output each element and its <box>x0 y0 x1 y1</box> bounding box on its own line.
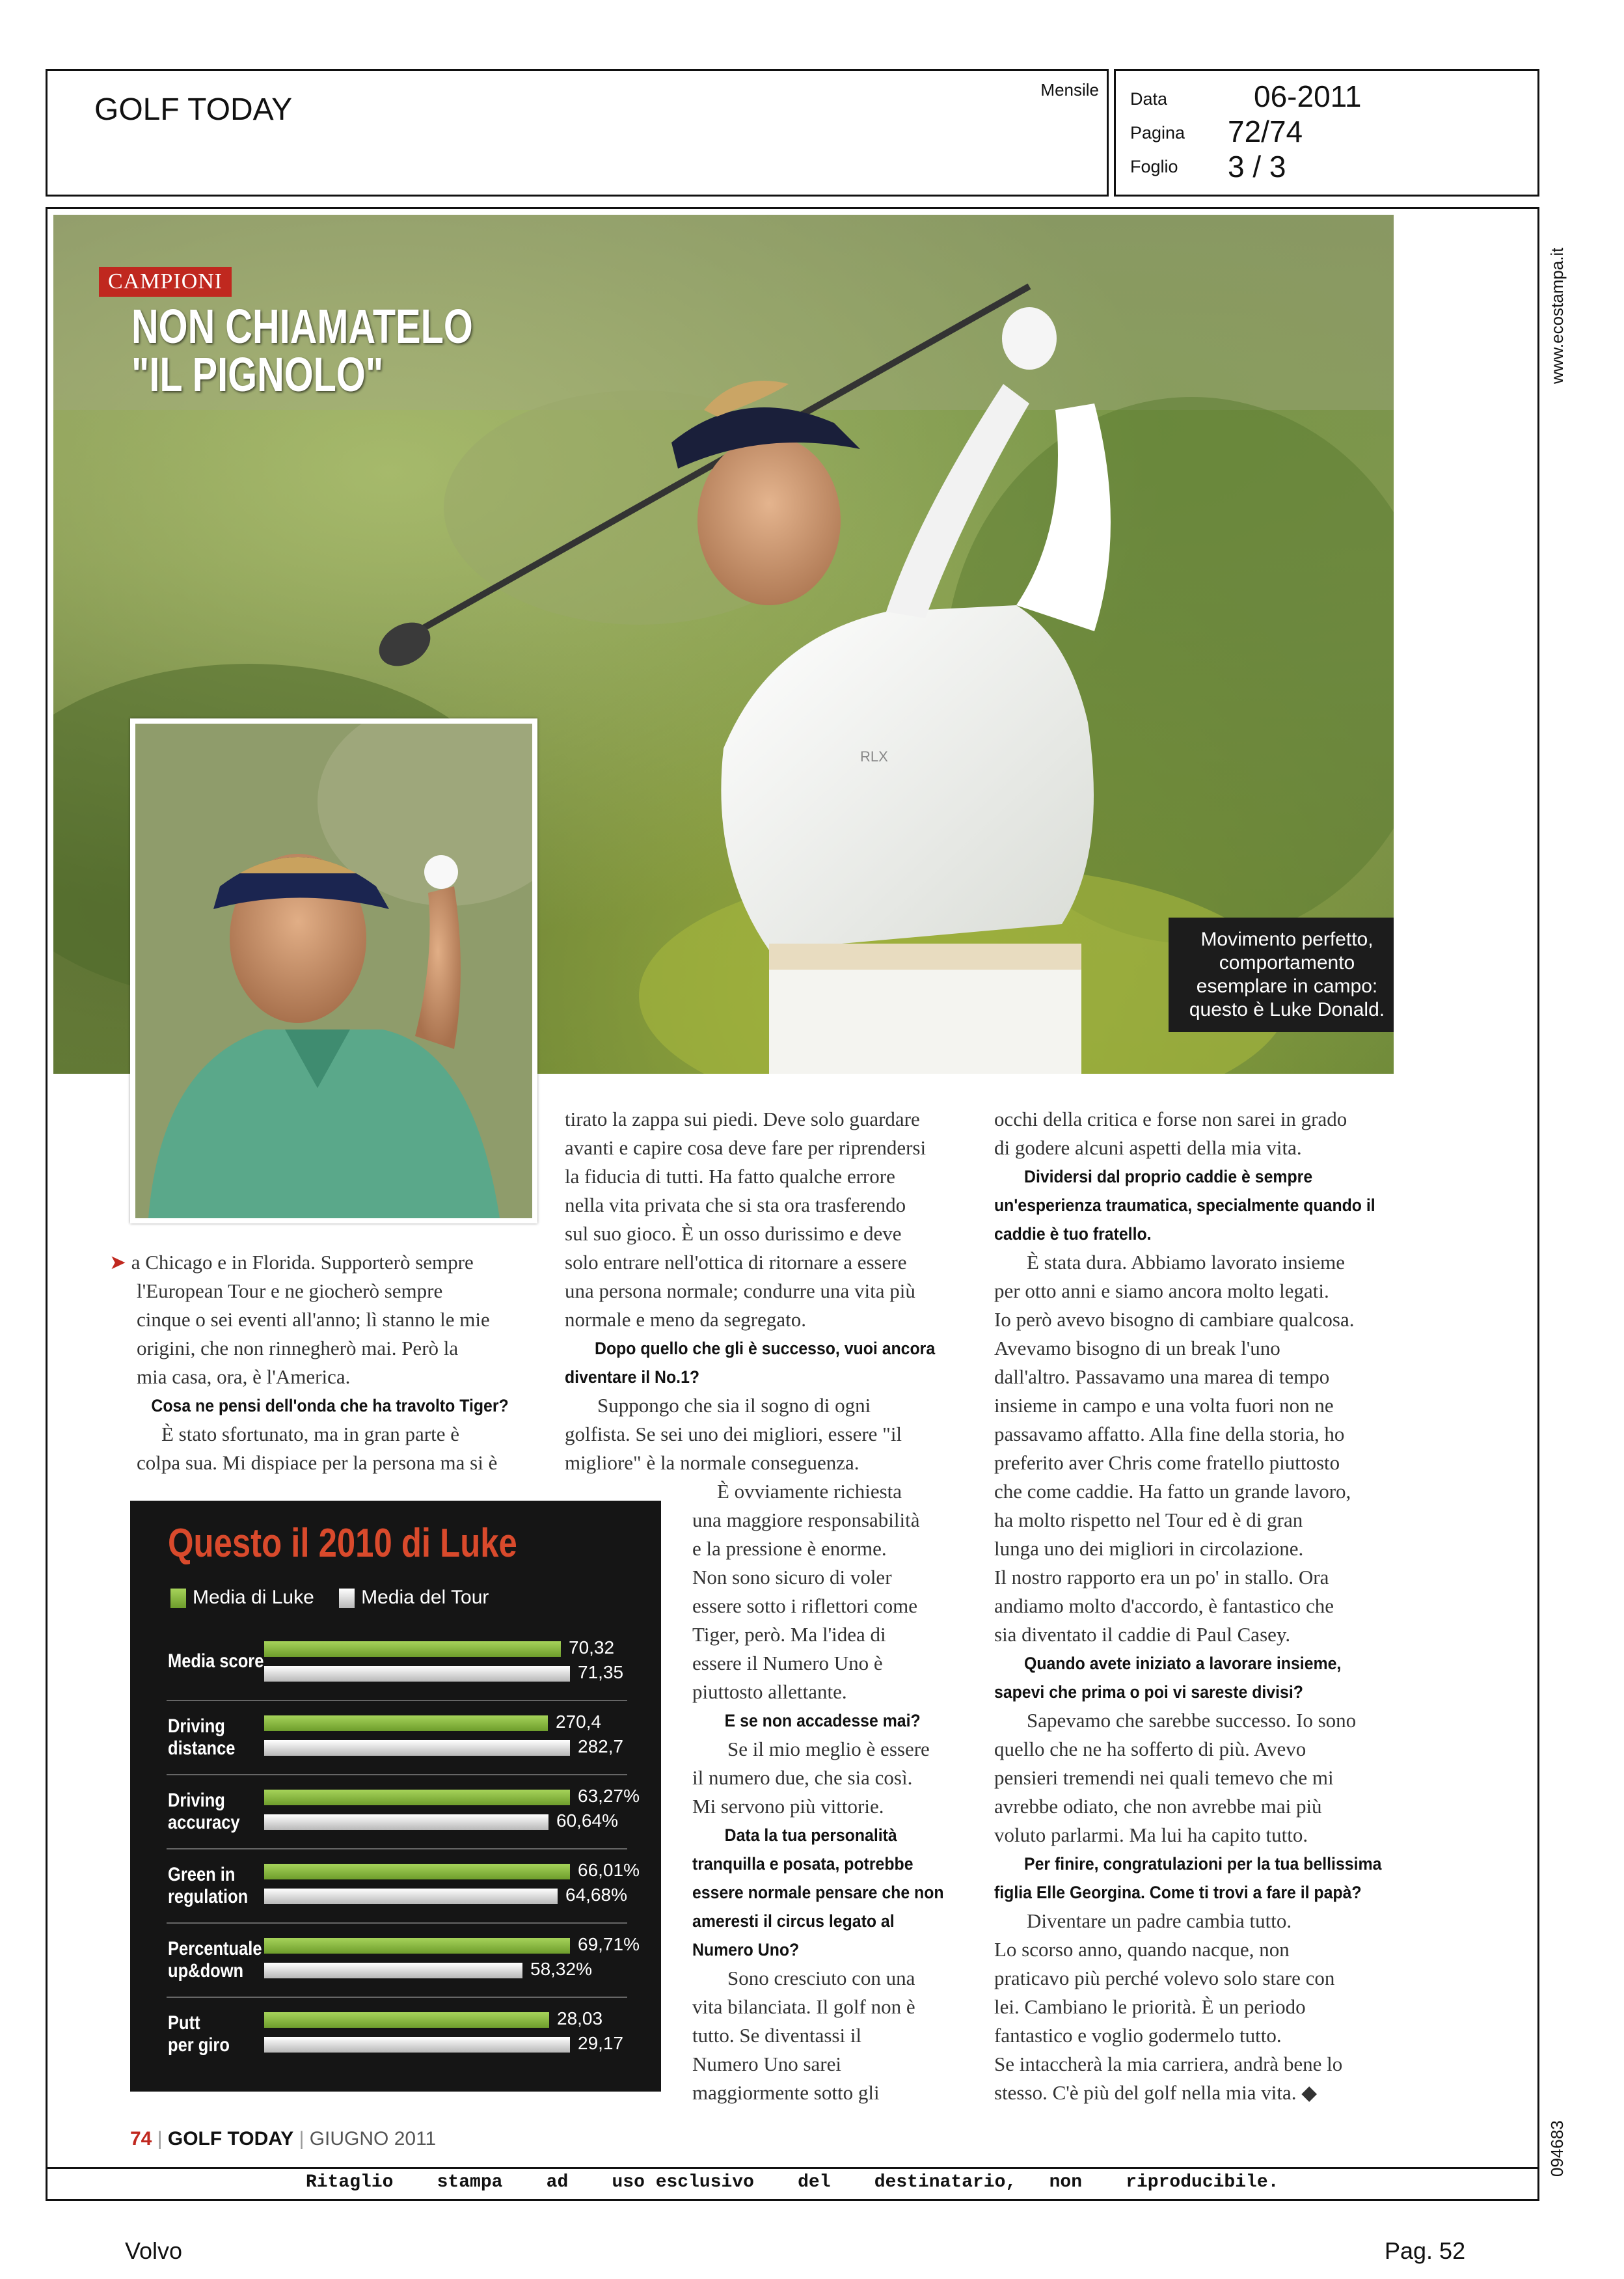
col3-line: sia diventato il caddie di Paul Casey. <box>994 1623 1291 1646</box>
col2b-line: maggiormente sotto gli <box>692 2081 880 2104</box>
chart-value-tour: 60,64% <box>556 1810 618 1831</box>
title-line-2: "IL PIGNOLO" <box>131 348 384 402</box>
col2b-line: È ovviamente richiesta <box>717 1480 902 1503</box>
chart-value-tour: 64,68% <box>565 1885 627 1905</box>
col3-line: per otto anni e siamo ancora molto legati. <box>994 1279 1329 1302</box>
chart-value-luke: 28,03 <box>557 2008 603 2028</box>
meta-sheet-label: Foglio <box>1130 157 1178 176</box>
chart-bar-tour <box>264 1740 570 1756</box>
chart-row-divider <box>167 1997 627 1998</box>
col2b-line: Se il mio meglio è essere <box>727 1738 930 1760</box>
col2b-line: piuttosto allettante. <box>692 1680 847 1703</box>
side-code: 094683 <box>1547 2120 1567 2177</box>
section-tag: CAMPIONI <box>99 267 232 297</box>
interview-question: figlia Elle Georgina. Come ti trovi a fare il papà? <box>994 1883 1362 1902</box>
col3-line: Se intaccherà la mia carriera, andrà bene lo <box>994 2053 1343 2075</box>
col3-line: quello che ne ha sofferto di più. Avevo <box>994 1738 1306 1760</box>
meta-date-label: Data <box>1130 89 1168 109</box>
interview-question: un'esperienza traumatica, specialmente quando il <box>994 1195 1375 1215</box>
chart-value-luke: 66,01% <box>578 1860 640 1880</box>
photo-caption: Movimento perfetto, comportamento esemplare in campo: questo è Luke Donald. <box>1169 918 1394 1032</box>
inset-photo <box>130 718 537 1223</box>
col2-line: avanti e capire cosa deve fare per riprendersi <box>565 1136 927 1159</box>
article-title <box>131 299 473 402</box>
col1-line: mia casa, ora, è l'America. <box>137 1365 351 1388</box>
interview-question: Dividersi dal proprio caddie è sempre <box>1024 1167 1313 1186</box>
chart-row-divider <box>167 1848 627 1849</box>
col3-line: di godere alcuni aspetti della mia vita. <box>994 1136 1302 1159</box>
chart-category-label: Putt per giro <box>168 2012 230 2056</box>
col1-line: origini, che non rinnegherò mai. Però la <box>137 1337 459 1359</box>
chart-legend <box>170 1587 508 1609</box>
chart-bar-tour <box>264 2037 570 2053</box>
golfer-portrait-illustration <box>135 724 532 1218</box>
continuation-arrow-icon: ➤ <box>109 1251 131 1274</box>
chart-category-label: Percentuale up&down <box>168 1938 262 1982</box>
interview-question: sapevi che prima o poi vi sareste divisi? <box>994 1682 1303 1702</box>
svg-text:RLX: RLX <box>860 748 888 765</box>
col2b-line: Numero Uno sarei <box>692 2053 841 2075</box>
chart-bar-tour <box>264 1666 570 1682</box>
chart-bar-tour <box>264 1814 548 1830</box>
chart-category-label: Media score <box>168 1650 264 1672</box>
magazine-page-footer: 74 | GOLF TODAY | GIUGNO 2011 <box>130 2128 437 2149</box>
col2b-line: e la pressione è enorme. <box>692 1537 887 1560</box>
col3-line: passavamo affatto. Alla fine della storia, ho <box>994 1423 1345 1445</box>
col3-line: dall'altro. Passavamo una marea di tempo <box>994 1365 1330 1388</box>
interview-question: Per finire, congratulazioni per la tua bellissima <box>1024 1854 1382 1874</box>
col3-line: pensieri tremendi nei quali temevo che mi <box>994 1766 1334 1789</box>
header-publication-box <box>46 69 1109 197</box>
interview-question: tranquilla e posata, potrebbe <box>692 1854 914 1874</box>
col2b-line: vita bilanciata. Il golf non è <box>692 1995 915 2018</box>
meta-page-value: 72/74 <box>1228 115 1303 148</box>
col2b-line: il numero due, che sia così. <box>692 1766 913 1789</box>
client-name: Volvo <box>125 2237 183 2264</box>
chart-value-tour: 282,7 <box>578 1736 624 1756</box>
col3-line: Sapevamo che sarebbe successo. Io sono <box>1027 1709 1357 1732</box>
col3-line: lunga uno dei migliori in circolazione. <box>994 1537 1304 1560</box>
article-column-3 <box>994 1105 1411 2107</box>
meta-date-value: 06-2011 <box>1254 79 1362 113</box>
chart-bar-luke <box>264 1641 561 1657</box>
col2-line: normale e meno da segregato. <box>565 1308 806 1331</box>
chart-value-luke: 69,71% <box>578 1934 640 1954</box>
col1-line: È stato sfortunato, ma in gran parte è <box>161 1423 459 1445</box>
col2-line: sul suo gioco. È un osso durissimo e deve <box>565 1222 902 1245</box>
col2b-line: essere il Numero Uno è <box>692 1652 883 1674</box>
interview-question: Dopo quello che gli è successo, vuoi ancora <box>595 1339 936 1358</box>
col3-line: Diventare un padre cambia tutto. <box>1027 1909 1292 1932</box>
col2-line: golfista. Se sei uno dei migliori, essere "il <box>565 1423 902 1445</box>
chart-category-label: Green in regulation <box>168 1864 249 1907</box>
chart-value-luke: 63,27% <box>578 1786 640 1806</box>
title-line-1: NON CHIAMATELO <box>131 299 473 353</box>
legend-item-luke: Media di Luke <box>170 1587 314 1609</box>
col3-line: È stata dura. Abbiamo lavorato insieme <box>1027 1251 1345 1274</box>
interview-question: Numero Uno? <box>692 1940 800 1959</box>
article-column-1 <box>109 1248 526 1477</box>
col3-line: avrebbe odiato, che non avrebbe mai più <box>994 1795 1322 1818</box>
magazine-page-number: 74 <box>130 2128 152 2149</box>
col2b-line: Non sono sicuro di voler <box>692 1566 892 1589</box>
chart-row-divider <box>167 1774 627 1775</box>
col3-line: insieme in campo e una volta fuori non ne <box>994 1394 1334 1417</box>
interview-question: essere normale pensare che non <box>692 1883 944 1902</box>
chart-row-divider <box>167 1700 627 1701</box>
chart-bar-luke <box>264 2012 549 2028</box>
chart-bar-luke <box>264 1790 570 1805</box>
col3-line: Io però avevo bisogno di cambiare qualcosa. <box>994 1308 1355 1331</box>
col3-line: lei. Cambiano le priorità. È un periodo <box>994 1995 1306 2018</box>
chart-category-label: Driving accuracy <box>168 1790 240 1833</box>
col1-line: l'European Tour e ne giocherò sempre <box>137 1279 443 1302</box>
disclaimer: Ritaglio stampa ad uso esclusivo del destinatario, non riproducibile. <box>306 2172 1279 2192</box>
article-column-2b <box>692 1477 979 2107</box>
col3-line: Lo scorso anno, quando nacque, non <box>994 1938 1290 1961</box>
col2-line: una persona normale; condurre una vita più <box>565 1279 915 1302</box>
header-meta-box <box>1114 69 1539 197</box>
col2-line: la fiducia di tutti. Ha fatto qualche errore <box>565 1165 895 1188</box>
col2-line: Suppongo che sia il sogno di ogni <box>597 1394 871 1417</box>
interview-question: E se non accadesse mai? <box>724 1711 921 1730</box>
chart-value-tour: 29,17 <box>578 2033 624 2053</box>
interview-question: diventare il No.1? <box>565 1367 700 1387</box>
col2b-line: Tiger, però. Ma l'idea di <box>692 1623 886 1646</box>
chart-category-label: Driving distance <box>168 1715 236 1759</box>
legend-swatch-luke <box>170 1589 186 1608</box>
col2-line: tirato la zappa sui piedi. Deve solo guardare <box>565 1108 920 1130</box>
interview-question: Data la tua personalità <box>724 1825 897 1845</box>
col1-line: cinque o sei eventi all'anno; lì stanno le mie <box>137 1308 490 1331</box>
legend-item-tour: Media del Tour <box>339 1587 489 1609</box>
col3-line: andiamo molto d'accordo, è fantastico che <box>994 1594 1334 1617</box>
chart-value-tour: 71,35 <box>578 1662 624 1682</box>
col2b-line: una maggiore responsabilità <box>692 1508 920 1531</box>
col3-line: fantastico e voglio godermelo tutto. <box>994 2024 1282 2047</box>
chart-title: Questo il 2010 di Luke <box>168 1521 517 1566</box>
interview-question: ameresti il circus legato al <box>692 1911 895 1931</box>
article-column-2 <box>565 1105 968 1477</box>
col2b-line: essere sotto i riflettori come <box>692 1594 918 1617</box>
chart-value-tour: 58,32% <box>530 1959 592 1979</box>
col2-line: solo entrare nell'ottica di ritornare a essere <box>565 1251 907 1274</box>
chart-value-luke: 70,32 <box>569 1637 615 1658</box>
chart-bar-luke <box>264 1864 570 1879</box>
col3-line: preferito aver Chris come fratello piuttosto <box>994 1451 1340 1474</box>
chart-bar-tour <box>264 1963 522 1978</box>
magazine-name: GOLF TODAY <box>167 2128 294 2149</box>
stats-chart <box>130 1501 661 2092</box>
interview-question: Cosa ne pensi dell'onda che ha travolto Tiger? <box>151 1396 509 1415</box>
col1-line: ➤ a Chicago e in Florida. Supporterò sempre <box>109 1251 474 1274</box>
col3-line: stesso. C'è più del golf nella mia vita. ◆ <box>994 2081 1318 2104</box>
chart-row-divider <box>167 1922 627 1924</box>
col1-line: colpa sua. Mi dispiace per la persona ma si è <box>137 1451 498 1474</box>
side-url: www.ecostampa.it <box>1547 247 1567 384</box>
clipping-page-number: Pag. 52 <box>1385 2237 1466 2264</box>
col3-line: occhi della critica e forse non sarei in grado <box>994 1108 1347 1130</box>
col3-line: Il nostro rapporto era un po' in stallo. Ora <box>994 1566 1329 1589</box>
interview-question: Quando avete iniziato a lavorare insieme, <box>1024 1654 1342 1673</box>
interview-question: caddie è tuo fratello. <box>994 1224 1152 1244</box>
legend-swatch-tour <box>339 1589 355 1608</box>
col3-line: che come caddie. Ha fatto un grande lavoro, <box>994 1480 1351 1503</box>
col3-line: praticavo più perché volevo solo stare con <box>994 1967 1335 1989</box>
meta-page-label: Pagina <box>1130 123 1185 143</box>
meta-sheet-value: 3 / 3 <box>1228 150 1286 184</box>
chart-bar-luke <box>264 1938 570 1954</box>
col3-line: voluto parlarmi. Ma lui ha capito tutto. <box>994 1823 1308 1846</box>
frequency-label: Mensile <box>1040 80 1099 100</box>
col2-line: nella vita privata che si sta ora trasferendo <box>565 1194 906 1216</box>
col3-line: ha molto rispetto nel Tour ed è di gran <box>994 1508 1303 1531</box>
footer-divider <box>46 2167 1539 2169</box>
chart-bar-luke <box>264 1715 548 1731</box>
col3-line: Avevamo bisogno di un break l'uno <box>994 1337 1280 1359</box>
magazine-issue: GIUGNO 2011 <box>309 2128 437 2149</box>
col2b-line: tutto. Se diventassi il <box>692 2024 862 2047</box>
col2b-line: Mi servono più vittorie. <box>692 1795 884 1818</box>
chart-bar-tour <box>264 1889 558 1904</box>
col2-line: migliore" è la normale conseguenza. <box>565 1451 859 1474</box>
col2b-line: Sono cresciuto con una <box>727 1967 915 1989</box>
publication-title: GOLF TODAY <box>94 92 293 127</box>
chart-value-luke: 270,4 <box>556 1712 602 1732</box>
